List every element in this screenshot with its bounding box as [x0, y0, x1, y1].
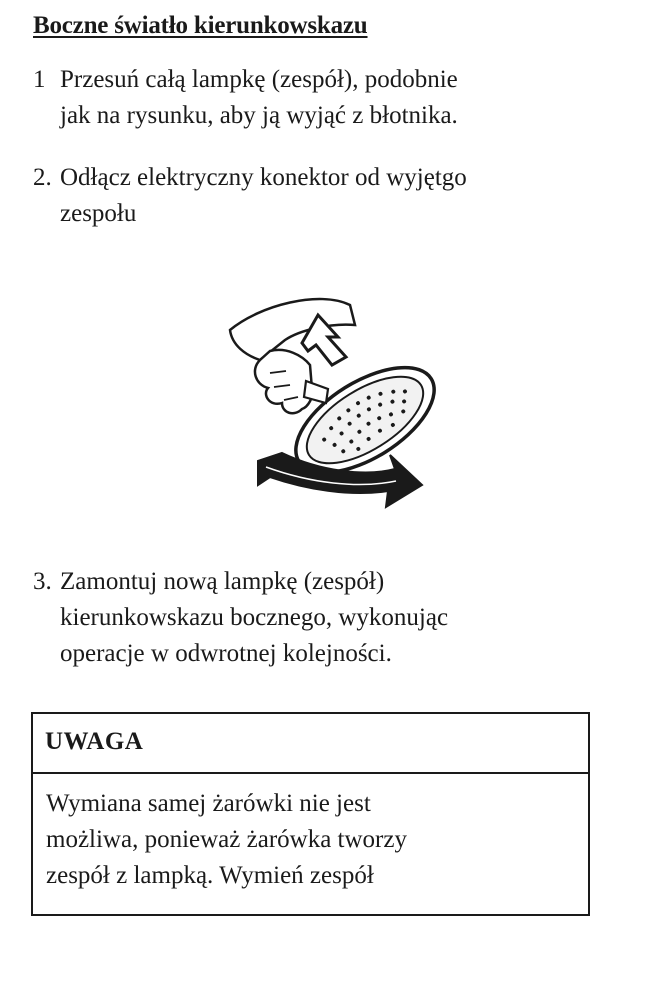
note-title: UWAGA: [33, 714, 588, 774]
step-2-line-2: zespołu: [60, 200, 137, 227]
step-2-number: 2.: [33, 164, 52, 191]
note-body: [33, 774, 588, 894]
note-line-3: zespół z lampką. Wymień zespół: [46, 862, 374, 889]
step-3: [33, 564, 448, 672]
illustration: [190, 285, 460, 525]
step-1-line-2: jak na rysunku, aby ją wyjąć z błotnika.: [60, 102, 458, 129]
step-2-line-1: Odłącz elektryczny konektor od wyjętgo: [60, 164, 467, 191]
hand-removing-side-turn-lamp-illustration: [190, 285, 460, 525]
step-3-line-3: operacje w odwrotnej kolejności.: [60, 640, 392, 667]
note-line-1: Wymiana samej żarówki nie jest: [46, 790, 371, 817]
step-1-line-1: Przesuń całą lampkę (zespół), podobnie: [60, 66, 458, 93]
step-3-line-2: kierunkowskazu bocznego, wykonując: [60, 604, 449, 631]
step-1: [33, 62, 458, 134]
step-1-number: 1: [33, 66, 46, 93]
step-3-line-1: Zamontuj nową lampkę (zespół): [60, 568, 385, 595]
note-box: [31, 712, 590, 916]
page-heading: Boczne światło kierunkowskazu: [33, 12, 368, 39]
step-3-number: 3.: [33, 568, 52, 595]
step-2: [33, 160, 467, 232]
hand: [255, 350, 312, 413]
note-line-2: możliwa, ponieważ żarówka tworzy: [46, 826, 407, 853]
